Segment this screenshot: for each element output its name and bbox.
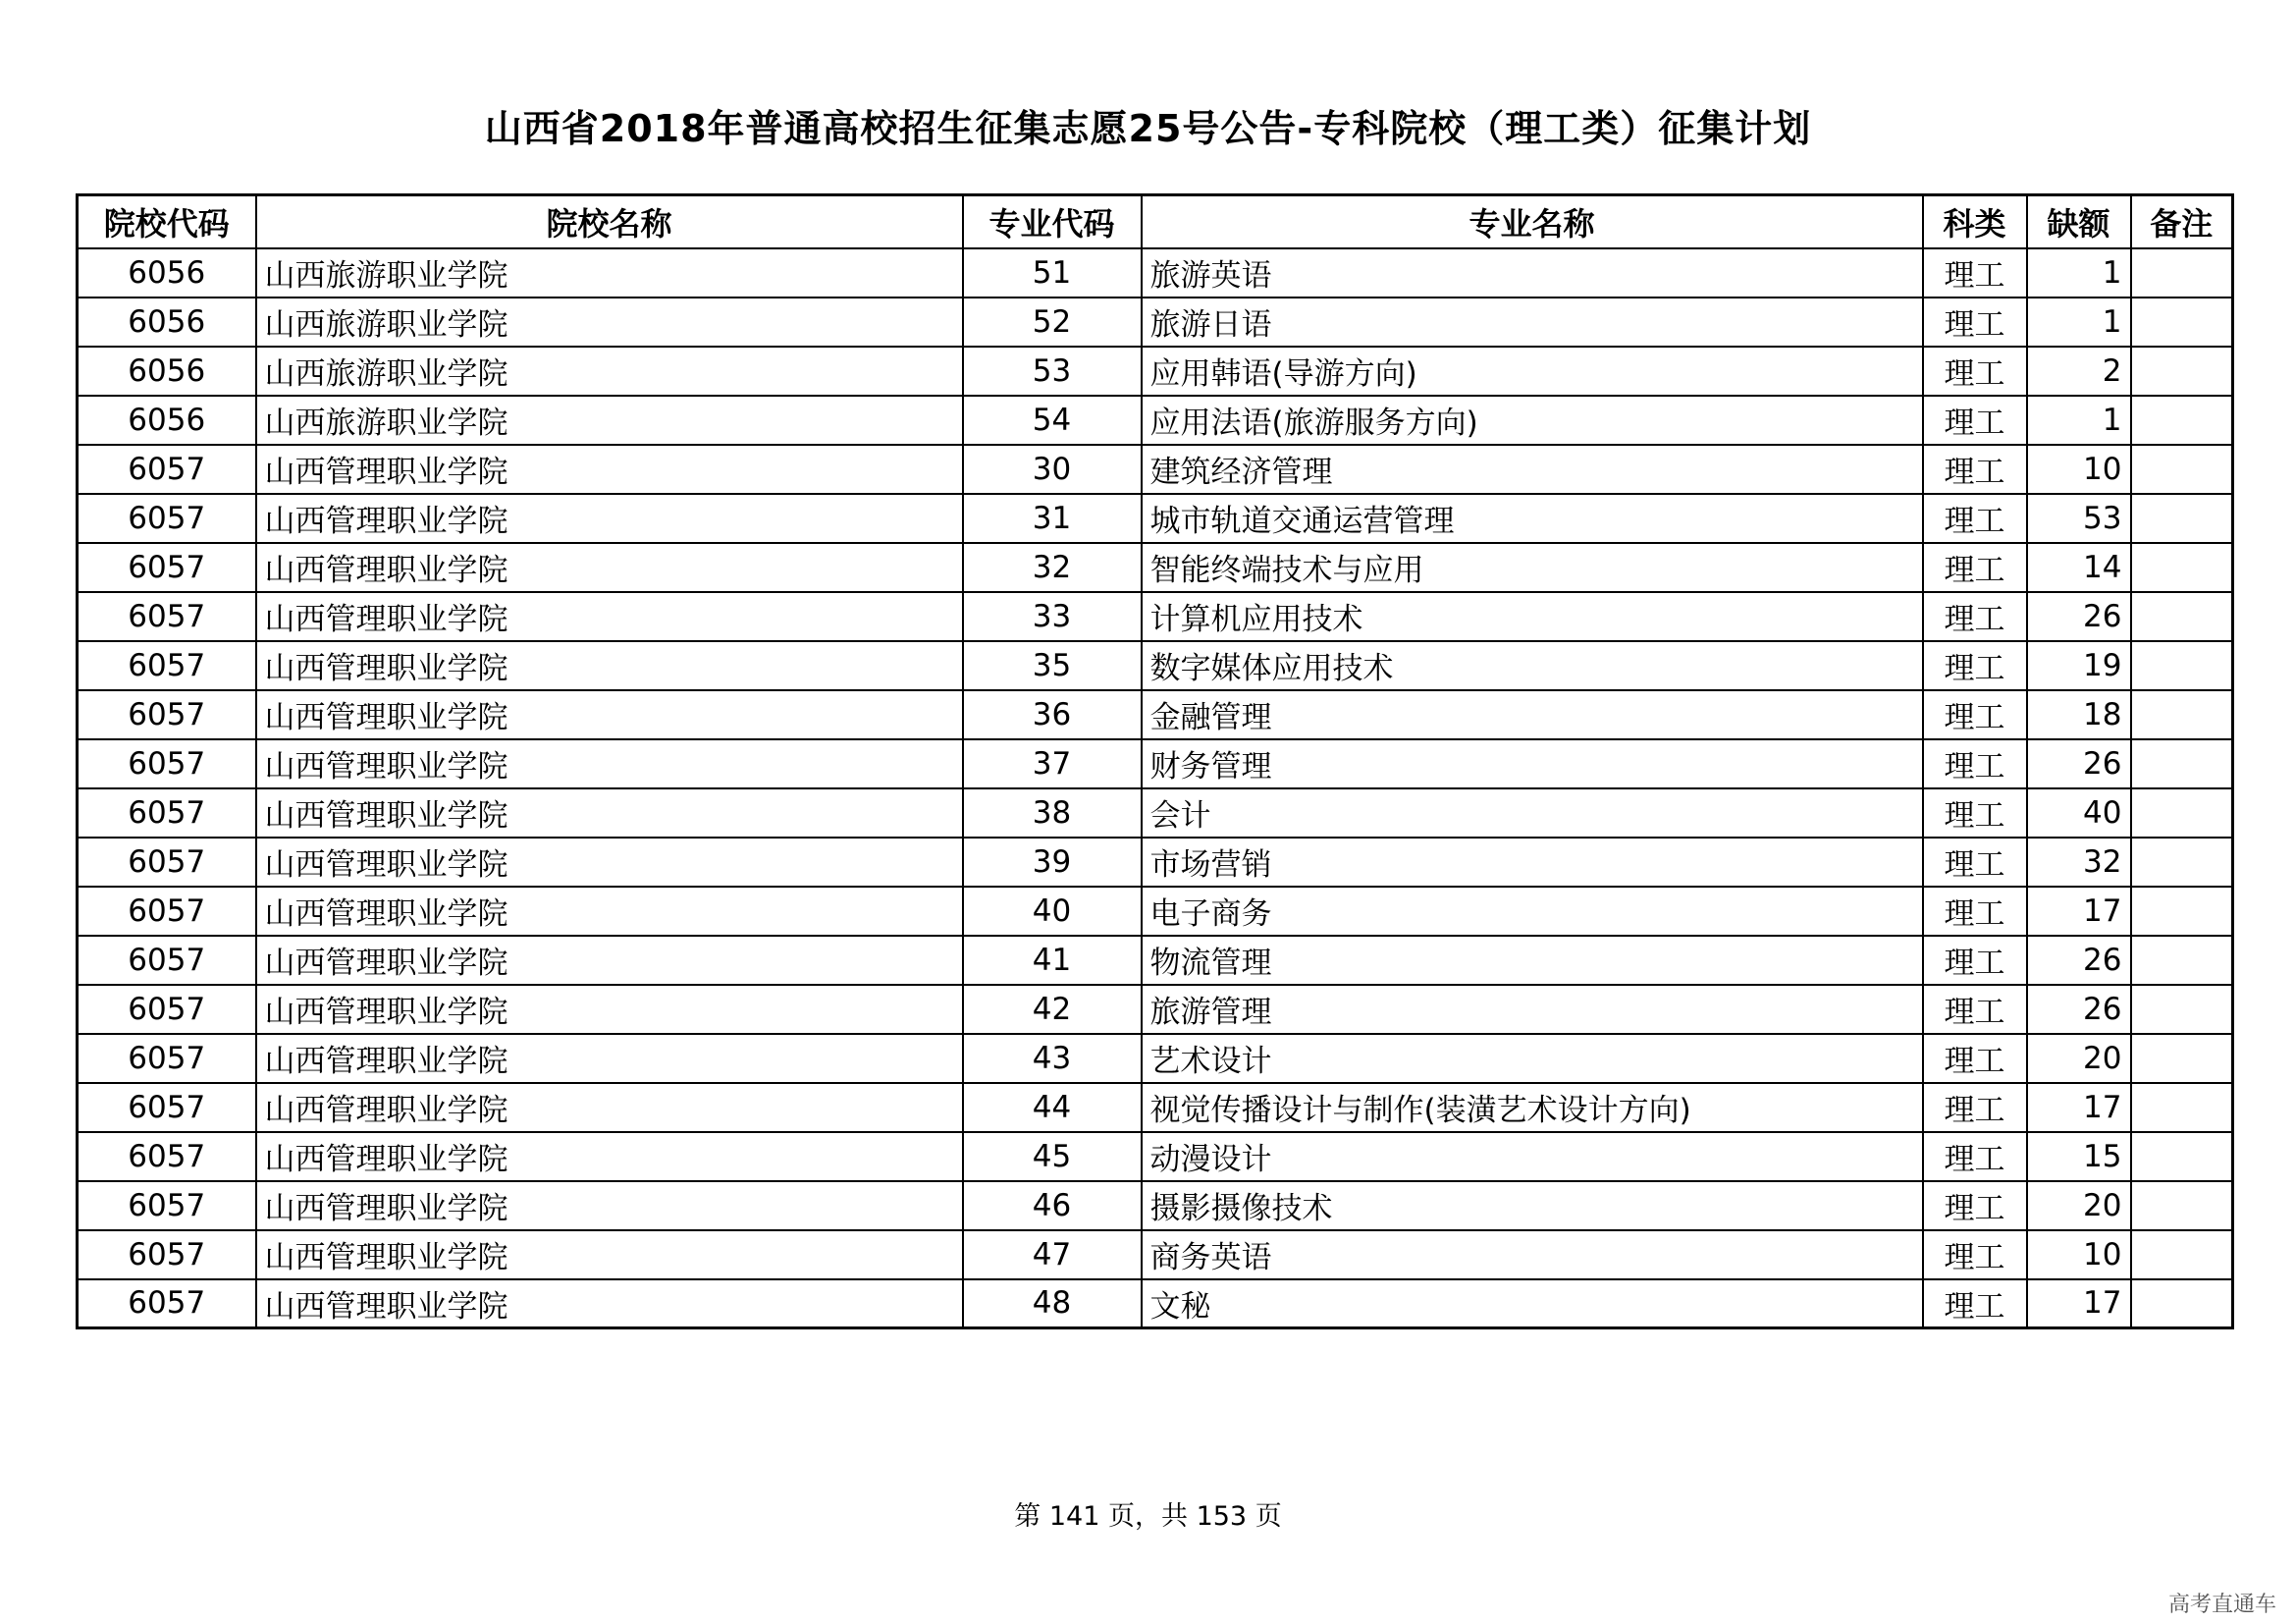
cell-vacancy: 19	[2027, 641, 2131, 690]
cell-school-code: 6057	[78, 445, 256, 494]
cell-school-code: 6056	[78, 347, 256, 396]
cell-major-name: 应用法语(旅游服务方向)	[1142, 396, 1923, 445]
cell-vacancy: 17	[2027, 1279, 2131, 1328]
header-note: 备注	[2131, 195, 2233, 248]
cell-vacancy: 20	[2027, 1181, 2131, 1230]
table-row	[78, 788, 2233, 838]
cell-major-code: 40	[963, 887, 1142, 936]
cell-vacancy: 17	[2027, 887, 2131, 936]
plan-table-container	[76, 193, 2231, 1329]
cell-note	[2131, 445, 2233, 494]
cell-category: 理工	[1923, 494, 2027, 543]
cell-school-name: 山西旅游职业学院	[256, 347, 963, 396]
cell-vacancy: 1	[2027, 248, 2131, 298]
cell-category: 理工	[1923, 1230, 2027, 1279]
cell-school-name: 山西管理职业学院	[256, 445, 963, 494]
cell-major-code: 43	[963, 1034, 1142, 1083]
cell-major-name: 城市轨道交通运营管理	[1142, 494, 1923, 543]
cell-school-name: 山西管理职业学院	[256, 543, 963, 592]
cell-note	[2131, 1230, 2233, 1279]
cell-major-name: 艺术设计	[1142, 1034, 1923, 1083]
cell-note	[2131, 396, 2233, 445]
cell-note	[2131, 543, 2233, 592]
cell-school-name: 山西管理职业学院	[256, 1034, 963, 1083]
cell-school-code: 6057	[78, 1132, 256, 1181]
cell-school-code: 6056	[78, 298, 256, 347]
cell-major-code: 42	[963, 985, 1142, 1034]
cell-school-code: 6057	[78, 838, 256, 887]
cell-category: 理工	[1923, 445, 2027, 494]
cell-vacancy: 20	[2027, 1034, 2131, 1083]
cell-note	[2131, 1083, 2233, 1132]
cell-vacancy: 26	[2027, 936, 2131, 985]
cell-school-code: 6056	[78, 396, 256, 445]
cell-vacancy: 1	[2027, 396, 2131, 445]
cell-category: 理工	[1923, 985, 2027, 1034]
cell-major-code: 33	[963, 592, 1142, 641]
cell-vacancy: 17	[2027, 1083, 2131, 1132]
cell-school-code: 6056	[78, 248, 256, 298]
table-row	[78, 936, 2233, 985]
cell-note	[2131, 1034, 2233, 1083]
cell-category: 理工	[1923, 347, 2027, 396]
cell-school-name: 山西管理职业学院	[256, 641, 963, 690]
cell-vacancy: 10	[2027, 445, 2131, 494]
page-title: 山西省2018年普通高校招生征集志愿25号公告-专科院校（理工类）征集计划	[484, 107, 1812, 150]
cell-note	[2131, 592, 2233, 641]
cell-vacancy: 14	[2027, 543, 2131, 592]
cell-school-name: 山西管理职业学院	[256, 985, 963, 1034]
cell-school-code: 6057	[78, 592, 256, 641]
cell-school-code: 6057	[78, 985, 256, 1034]
cell-note	[2131, 494, 2233, 543]
header-vacancy: 缺额	[2027, 195, 2131, 248]
cell-category: 理工	[1923, 788, 2027, 838]
cell-major-name: 旅游日语	[1142, 298, 1923, 347]
cell-category: 理工	[1923, 641, 2027, 690]
cell-major-name: 市场营销	[1142, 838, 1923, 887]
cell-school-name: 山西管理职业学院	[256, 1230, 963, 1279]
cell-major-name: 金融管理	[1142, 690, 1923, 739]
cell-note	[2131, 347, 2233, 396]
cell-major-name: 应用韩语(导游方向)	[1142, 347, 1923, 396]
table-row	[78, 298, 2233, 347]
cell-category: 理工	[1923, 248, 2027, 298]
table-row	[78, 396, 2233, 445]
cell-school-name: 山西管理职业学院	[256, 690, 963, 739]
cell-school-name: 山西管理职业学院	[256, 494, 963, 543]
cell-major-name: 财务管理	[1142, 739, 1923, 788]
cell-vacancy: 26	[2027, 739, 2131, 788]
page-footer: 第 141 页，共 153 页	[1014, 1501, 1282, 1532]
table-row	[78, 592, 2233, 641]
cell-school-code: 6057	[78, 494, 256, 543]
cell-category: 理工	[1923, 298, 2027, 347]
cell-school-name: 山西管理职业学院	[256, 838, 963, 887]
cell-vacancy: 32	[2027, 838, 2131, 887]
cell-vacancy: 15	[2027, 1132, 2131, 1181]
cell-category: 理工	[1923, 396, 2027, 445]
cell-major-code: 45	[963, 1132, 1142, 1181]
header-major-code: 专业代码	[963, 195, 1142, 248]
cell-major-name: 视觉传播设计与制作(装潢艺术设计方向)	[1142, 1083, 1923, 1132]
cell-major-code: 52	[963, 298, 1142, 347]
cell-major-code: 54	[963, 396, 1142, 445]
cell-school-name: 山西管理职业学院	[256, 887, 963, 936]
table-row	[78, 690, 2233, 739]
cell-school-code: 6057	[78, 739, 256, 788]
cell-major-name: 旅游英语	[1142, 248, 1923, 298]
table-row	[78, 248, 2233, 298]
cell-category: 理工	[1923, 887, 2027, 936]
cell-major-name: 摄影摄像技术	[1142, 1181, 1923, 1230]
cell-note	[2131, 1132, 2233, 1181]
cell-note	[2131, 1181, 2233, 1230]
header-school-name: 院校名称	[256, 195, 963, 248]
cell-category: 理工	[1923, 739, 2027, 788]
cell-major-code: 38	[963, 788, 1142, 838]
cell-school-code: 6057	[78, 1083, 256, 1132]
table-row	[78, 739, 2233, 788]
table-row	[78, 445, 2233, 494]
table-row	[78, 543, 2233, 592]
cell-category: 理工	[1923, 592, 2027, 641]
cell-major-code: 30	[963, 445, 1142, 494]
table-row	[78, 1230, 2233, 1279]
watermark: 高考直通车	[2167, 1593, 2276, 1617]
cell-vacancy: 40	[2027, 788, 2131, 838]
table-row	[78, 1181, 2233, 1230]
table-row	[78, 1132, 2233, 1181]
cell-school-name: 山西管理职业学院	[256, 1181, 963, 1230]
cell-vacancy: 1	[2027, 298, 2131, 347]
cell-vacancy: 10	[2027, 1230, 2131, 1279]
cell-vacancy: 2	[2027, 347, 2131, 396]
cell-major-name: 会计	[1142, 788, 1923, 838]
cell-note	[2131, 641, 2233, 690]
table-row	[78, 1034, 2233, 1083]
cell-school-name: 山西管理职业学院	[256, 788, 963, 838]
cell-school-name: 山西管理职业学院	[256, 592, 963, 641]
cell-school-code: 6057	[78, 788, 256, 838]
cell-category: 理工	[1923, 838, 2027, 887]
cell-category: 理工	[1923, 1083, 2027, 1132]
cell-note	[2131, 1279, 2233, 1328]
cell-major-code: 35	[963, 641, 1142, 690]
table-row	[78, 494, 2233, 543]
table-body	[78, 248, 2233, 1328]
cell-major-name: 动漫设计	[1142, 1132, 1923, 1181]
cell-major-code: 41	[963, 936, 1142, 985]
cell-school-code: 6057	[78, 1034, 256, 1083]
cell-school-name: 山西旅游职业学院	[256, 396, 963, 445]
cell-category: 理工	[1923, 936, 2027, 985]
cell-school-code: 6057	[78, 1279, 256, 1328]
cell-category: 理工	[1923, 1181, 2027, 1230]
cell-major-name: 商务英语	[1142, 1230, 1923, 1279]
cell-major-name: 计算机应用技术	[1142, 592, 1923, 641]
cell-major-code: 39	[963, 838, 1142, 887]
cell-school-code: 6057	[78, 641, 256, 690]
cell-category: 理工	[1923, 543, 2027, 592]
cell-major-name: 建筑经济管理	[1142, 445, 1923, 494]
cell-school-code: 6057	[78, 690, 256, 739]
cell-note	[2131, 298, 2233, 347]
cell-category: 理工	[1923, 1132, 2027, 1181]
table-header-row	[78, 195, 2233, 248]
cell-major-code: 37	[963, 739, 1142, 788]
table-row	[78, 1083, 2233, 1132]
cell-major-name: 电子商务	[1142, 887, 1923, 936]
cell-school-name: 山西管理职业学院	[256, 1132, 963, 1181]
header-major-name: 专业名称	[1142, 195, 1923, 248]
cell-school-code: 6057	[78, 936, 256, 985]
cell-major-name: 旅游管理	[1142, 985, 1923, 1034]
cell-school-name: 山西旅游职业学院	[256, 298, 963, 347]
cell-note	[2131, 248, 2233, 298]
cell-school-code: 6057	[78, 543, 256, 592]
cell-major-name: 文秘	[1142, 1279, 1923, 1328]
cell-school-code: 6057	[78, 887, 256, 936]
table-row	[78, 985, 2233, 1034]
cell-major-name: 物流管理	[1142, 936, 1923, 985]
table-row	[78, 887, 2233, 936]
cell-category: 理工	[1923, 690, 2027, 739]
cell-note	[2131, 887, 2233, 936]
cell-major-name: 数字媒体应用技术	[1142, 641, 1923, 690]
cell-vacancy: 26	[2027, 985, 2131, 1034]
table-row	[78, 838, 2233, 887]
cell-major-code: 48	[963, 1279, 1142, 1328]
plan-table	[76, 193, 2234, 1329]
table-row	[78, 347, 2233, 396]
cell-major-name: 智能终端技术与应用	[1142, 543, 1923, 592]
cell-major-code: 44	[963, 1083, 1142, 1132]
cell-vacancy: 18	[2027, 690, 2131, 739]
cell-major-code: 53	[963, 347, 1142, 396]
cell-vacancy: 26	[2027, 592, 2131, 641]
cell-note	[2131, 985, 2233, 1034]
cell-major-code: 46	[963, 1181, 1142, 1230]
cell-note	[2131, 690, 2233, 739]
cell-note	[2131, 739, 2233, 788]
header-school-code: 院校代码	[78, 195, 256, 248]
cell-school-code: 6057	[78, 1181, 256, 1230]
cell-major-code: 51	[963, 248, 1142, 298]
cell-major-code: 31	[963, 494, 1142, 543]
cell-school-name: 山西管理职业学院	[256, 1083, 963, 1132]
cell-category: 理工	[1923, 1034, 2027, 1083]
cell-school-name: 山西管理职业学院	[256, 739, 963, 788]
table-row	[78, 641, 2233, 690]
cell-major-code: 36	[963, 690, 1142, 739]
cell-vacancy: 53	[2027, 494, 2131, 543]
cell-school-name: 山西旅游职业学院	[256, 248, 963, 298]
cell-school-code: 6057	[78, 1230, 256, 1279]
cell-school-name: 山西管理职业学院	[256, 1279, 963, 1328]
header-category: 科类	[1923, 195, 2027, 248]
cell-major-code: 47	[963, 1230, 1142, 1279]
table-row	[78, 1279, 2233, 1328]
cell-category: 理工	[1923, 1279, 2027, 1328]
cell-school-name: 山西管理职业学院	[256, 936, 963, 985]
cell-major-code: 32	[963, 543, 1142, 592]
cell-note	[2131, 936, 2233, 985]
cell-note	[2131, 838, 2233, 887]
cell-note	[2131, 788, 2233, 838]
